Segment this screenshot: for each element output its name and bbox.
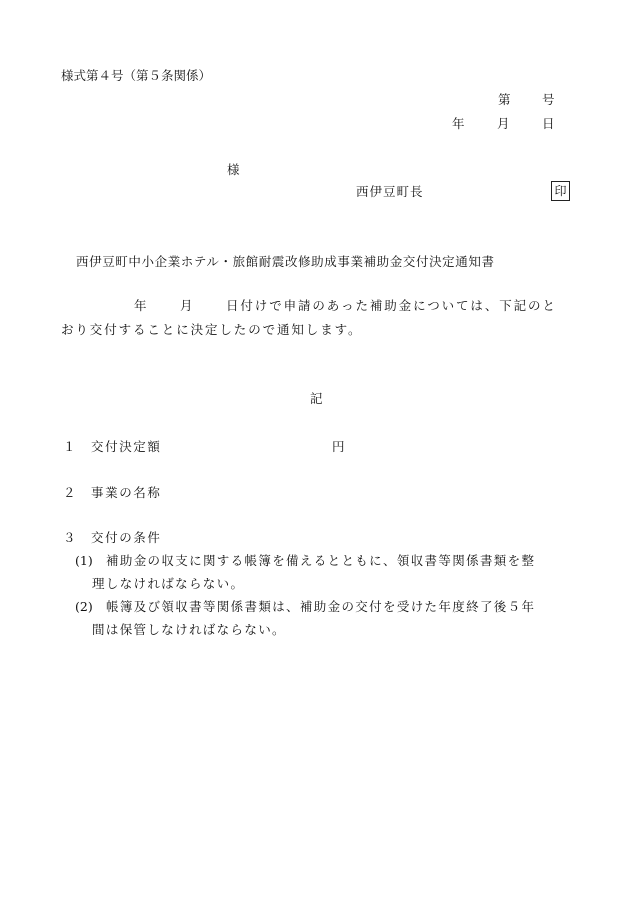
item-3-label: 交付の条件 <box>91 530 162 545</box>
issuer: 西伊豆町長 <box>356 184 424 199</box>
body-month: 月 <box>180 298 193 313</box>
number-prefix: 第 <box>498 92 511 107</box>
date-month: 月 <box>497 116 510 131</box>
item-1-unit: 円 <box>332 439 345 454</box>
item-3-num: ３ <box>63 530 76 545</box>
item-2-label: 事業の名称 <box>91 485 162 500</box>
ki-heading: 記 <box>310 391 323 406</box>
condition-2-num: (2) <box>75 599 93 614</box>
addressee-suffix: 様 <box>227 162 240 177</box>
condition-2-line2: 間は保管しなければならない。 <box>92 622 286 637</box>
condition-2-line1: 帳簿及び領収書等関係書類は、補助金の交付を受けた年度終了後５年 <box>106 599 536 614</box>
body-line2: おり交付することに決定したので通知します。 <box>61 322 363 337</box>
item-1-label: 交付決定額 <box>91 439 162 454</box>
item-2-num: ２ <box>63 485 76 500</box>
form-label: 様式第４号（第５条関係） <box>61 68 212 83</box>
condition-1-num: (1) <box>75 553 93 568</box>
body-line1: 日付けで申請のあった補助金については、下記のと <box>226 298 557 313</box>
condition-1-line1: 補助金の収支に関する帳簿を備えるとともに、領収書等関係書類を整 <box>106 553 536 568</box>
date-day: 日 <box>542 116 555 131</box>
seal-stamp: 印 <box>551 181 570 201</box>
condition-1-line2: 理しなければならない。 <box>92 576 245 591</box>
item-1-num: １ <box>63 439 76 454</box>
number-suffix: 号 <box>542 92 555 107</box>
body-year: 年 <box>134 298 147 313</box>
document-title: 西伊豆町中小企業ホテル・旅館耐震改修助成事業補助金交付決定通知書 <box>76 254 495 269</box>
date-year: 年 <box>452 116 465 131</box>
